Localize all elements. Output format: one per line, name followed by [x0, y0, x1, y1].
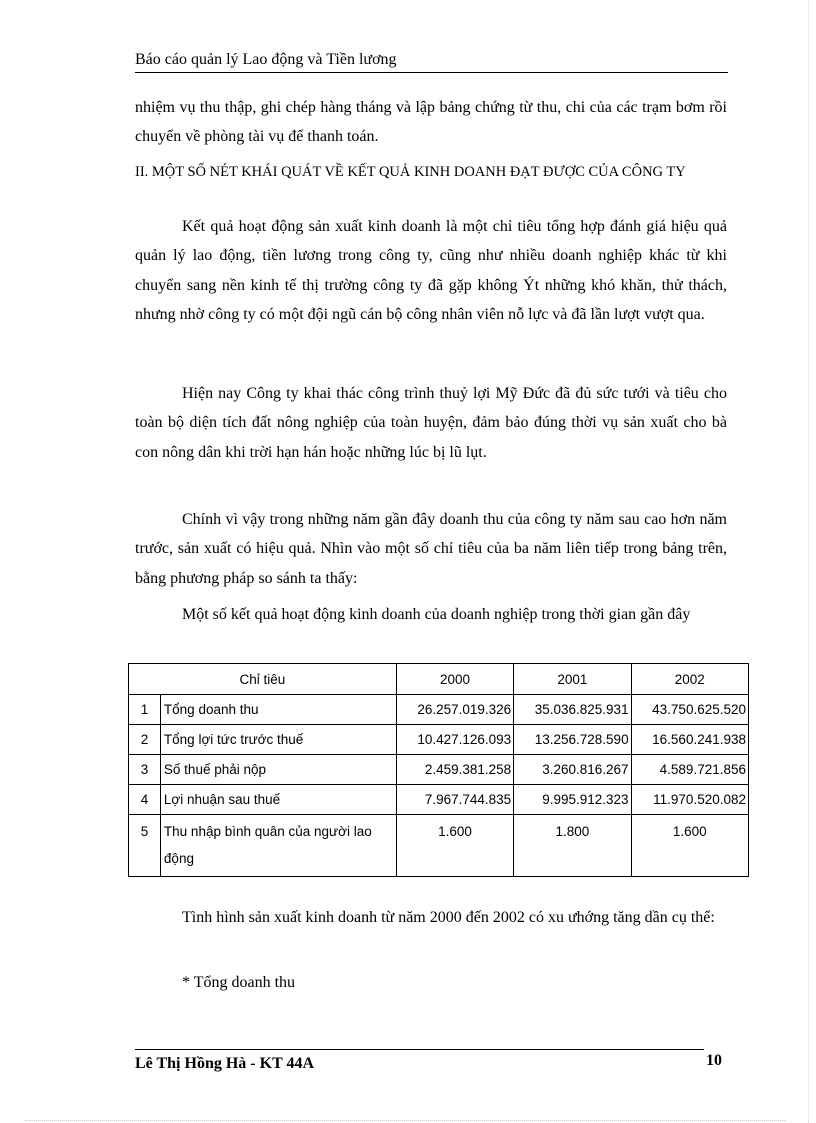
row-number: 1 [129, 695, 161, 725]
paragraph-current-status: Hiện nay Công ty khai thác công trình thuỷ lợi Mỹ Đức đã đủ sức tưới và tiêu cho toàn bộ diện tích đất nông nghiệp của toàn huyện, đảm bảo đúng thời vụ sản xuất cho bà con nông dân khi trời hạn hán hoặc những lúc bị lũ lụt. [135, 385, 727, 461]
table-row [129, 695, 749, 725]
page-bottom-edge [25, 1120, 785, 1121]
header-indicator: Chỉ tiêu [129, 664, 397, 695]
row-indicator: Thu nhập bình quân của người lao động [160, 815, 396, 877]
header-2000: 2000 [396, 664, 513, 695]
page-number: 10 [706, 1052, 722, 1069]
cell-2000: 26.257.019.326 [396, 695, 513, 725]
cell-2002: 1.600 [631, 815, 748, 877]
paragraph-trend: Tình hình sản xuất kinh doanh từ năm 2000 đến 2002 có xu ưhớng tăng dần cụ thể: [182, 909, 715, 926]
footer-author: Lê Thị Hồng Hà - KT 44A [135, 1055, 314, 1072]
cell-2000: 2.459.381.258 [396, 755, 513, 785]
cell-2001: 13.256.728.590 [514, 725, 631, 755]
row-number: 5 [129, 815, 161, 877]
cell-2001: 35.036.825.931 [514, 695, 631, 725]
cell-2001: 9.995.912.323 [514, 785, 631, 815]
cell-2000: 1.600 [396, 815, 513, 877]
cell-2000: 7.967.744.835 [396, 785, 513, 815]
header-2002: 2002 [631, 664, 748, 695]
row-number: 3 [129, 755, 161, 785]
page-right-edge [808, 0, 809, 1123]
row-indicator: Lợi nhuận sau thuế [160, 785, 396, 815]
cell-2002: 4.589.721.856 [631, 755, 748, 785]
bullet-total-revenue: * Tổng doanh thu [182, 974, 296, 991]
table-row [129, 815, 749, 877]
row-number: 2 [129, 725, 161, 755]
row-indicator: Số thuế phải nộp [160, 755, 396, 785]
paragraph-intro: nhiệm vụ thu thập, ghi chép hàng tháng và lập bảng chứng từ thu, chi của các trạm bơm rồi chuyển về phòng tài vụ để thanh toán. [135, 99, 727, 146]
cell-2002: 16.560.241.938 [631, 725, 748, 755]
table-row [129, 755, 749, 785]
table-row [129, 785, 749, 815]
footer-divider [135, 1049, 704, 1050]
cell-2001: 3.260.816.267 [514, 755, 631, 785]
results-table [128, 663, 749, 877]
section-heading: II. MỘT SỐ NÉT KHÁI QUÁT VỀ KẾT QUẢ KINH DOANH ĐẠT ĐƯỢC CỦA CÔNG TY [135, 164, 686, 180]
cell-2001: 1.800 [514, 815, 631, 877]
header-2001: 2001 [514, 664, 631, 695]
paragraph-revenue-growth: Chính vì vậy trong những năm gần đây doanh thu của công ty năm sau cao hơn năm trước, sản xuất có hiệu quả. Nhìn vào một số chỉ tiêu của ba năm liên tiếp trong bảng trên, bằng phương pháp so sánh ta thấy: [135, 511, 727, 587]
row-number: 4 [129, 785, 161, 815]
paragraph-business-results: Kết quả hoạt động sản xuất kinh doanh là một chỉ tiêu tổng hợp đánh giá hiệu quả quản lý lao động, tiền lương trong công ty, cũng như nhiều doanh nghiệp khác từ khi chuyển sang nền kinh tế thị trường công ty đã gặp không Ýt những khó khăn, thử thách, nhưng nhờ công ty có một đội ngũ cán bộ công nhân viên nỗ lực và đã lần lượt vượt qua. [135, 218, 727, 323]
cell-2002: 11.970.520.082 [631, 785, 748, 815]
row-indicator: Tổng lợi tức trước thuế [160, 725, 396, 755]
page-header: Báo cáo quản lý Lao động và Tiền lương [135, 50, 728, 73]
table-caption: Một số kết quả hoạt động kinh doanh của doanh nghiệp trong thời gian gần đây [182, 606, 691, 623]
table-header-row [129, 664, 749, 695]
cell-2000: 10.427.126.093 [396, 725, 513, 755]
row-indicator: Tổng doanh thu [160, 695, 396, 725]
cell-2002: 43.750.625.520 [631, 695, 748, 725]
table-row [129, 725, 749, 755]
